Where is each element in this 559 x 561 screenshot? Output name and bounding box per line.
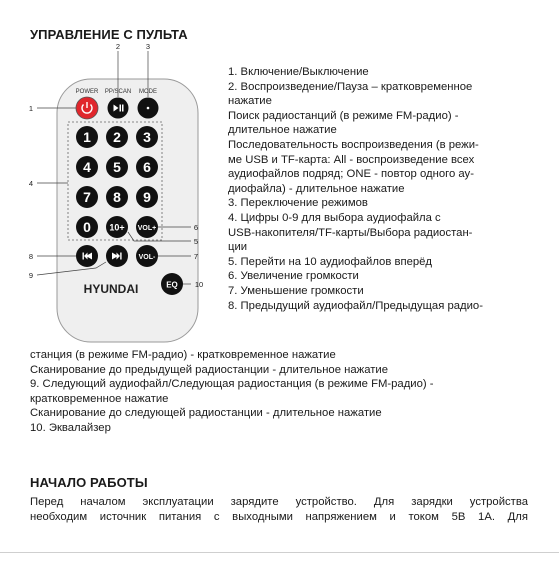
paragraph-line: необходим источник питания с выходными напряжением и током 5В 1А. Для: [30, 510, 528, 523]
brand-logo: HYUNDAI: [83, 282, 139, 296]
key-10plus-label: 10+: [109, 222, 125, 233]
mode-icon: [147, 107, 150, 110]
callout-4: 4: [28, 179, 34, 188]
list-line: USB-накопителя/TF-карты/Выбора радиостан-: [228, 226, 473, 239]
list-line: 10. Эквалайзер: [30, 421, 111, 434]
section-heading-start: НАЧАЛО РАБОТЫ: [30, 475, 148, 490]
list-line: Поиск радиостанций (в режиме FM-радио) -: [228, 109, 459, 122]
callout-10: 10: [194, 280, 204, 289]
remote-label-ppscan: PP/SCAN: [104, 89, 132, 95]
key-0-label: 0: [83, 219, 91, 235]
page-bottom-divider: [0, 552, 559, 553]
list-line: 7. Уменьшение громкости: [228, 284, 364, 297]
list-line: диофайла) - длительное нажатие: [228, 182, 405, 195]
callout-6: 6: [193, 223, 199, 232]
list-line: нажатие: [228, 95, 272, 108]
callout-7: 7: [193, 252, 199, 261]
list-line: 5. Перейти на 10 аудиофайлов вперёд: [228, 255, 433, 268]
list-line: 6. Увеличение громкости: [228, 270, 359, 283]
key-5-label: 5: [113, 159, 121, 175]
function-list: [228, 65, 483, 313]
list-line: 2. Воспроизведение/Пауза – кратковременное: [228, 80, 473, 93]
list-line: Сканирование до предыдущей радиостанции - длительное нажатие: [30, 363, 389, 376]
list-line: 8. Предыдущий аудиофайл/Предыдущая радио-: [228, 299, 483, 312]
key-1-label: 1: [83, 129, 91, 145]
callout-9: 9: [28, 271, 34, 280]
remote-body: [57, 79, 198, 342]
list-line: 4. Цифры 0-9 для выбора аудиофайла с: [228, 211, 441, 224]
key-3-label: 3: [143, 129, 151, 145]
key-4-label: 4: [83, 159, 91, 175]
eq-button-label: EQ: [166, 280, 178, 290]
callout-8: 8: [28, 252, 34, 261]
key-2-label: 2: [113, 129, 121, 145]
callout-5: 5: [193, 237, 199, 246]
list-line: ции: [228, 241, 248, 254]
key-6-label: 6: [143, 159, 151, 175]
key-7-label: 7: [83, 189, 91, 205]
paragraph-line: Перед началом эксплуатации зарядите устройство. Для зарядки устройства: [30, 496, 528, 508]
start-paragraph: [30, 495, 528, 524]
list-line: длительное нажатие: [228, 124, 337, 137]
list-line: Сканирование до следующей радиостанции - длительное нажатие: [30, 407, 382, 420]
callout-3: 3: [145, 42, 151, 51]
list-line: станция (в режиме FM-радио) - кратковременное нажатие: [30, 349, 336, 361]
key-9-label: 9: [143, 189, 151, 205]
remote-label-mode: MODE: [139, 89, 157, 95]
list-line: аудиофайлов подряд; ONE - повтор одного ау-: [228, 168, 474, 181]
list-line: Последовательность воспроизведения (в режи-: [228, 138, 479, 151]
remote-label-power: POWER: [75, 89, 99, 95]
list-line: 3. Переключение режимов: [228, 197, 368, 210]
section-heading-remote: УПРАВЛЕНИЕ С ПУЛЬТА: [30, 27, 188, 42]
list-line: кратковременное нажатие: [30, 392, 169, 405]
callout-1: 1: [28, 104, 34, 113]
key-8-label: 8: [113, 189, 121, 205]
list-line: 9. Следующий аудиофайл/Следующая радиостанция (в режиме FM-радио) -: [30, 378, 434, 391]
list-line: ме USB и TF-карта: All - воспроизведение всех: [228, 153, 475, 166]
key-vol-minus-label: VOL-: [138, 254, 156, 261]
key-vol-plus-label: VOL+: [137, 225, 157, 232]
callout-2: 2: [115, 42, 121, 51]
function-list-continued: [30, 348, 434, 436]
list-line: 1. Включение/Выключение: [228, 66, 369, 78]
